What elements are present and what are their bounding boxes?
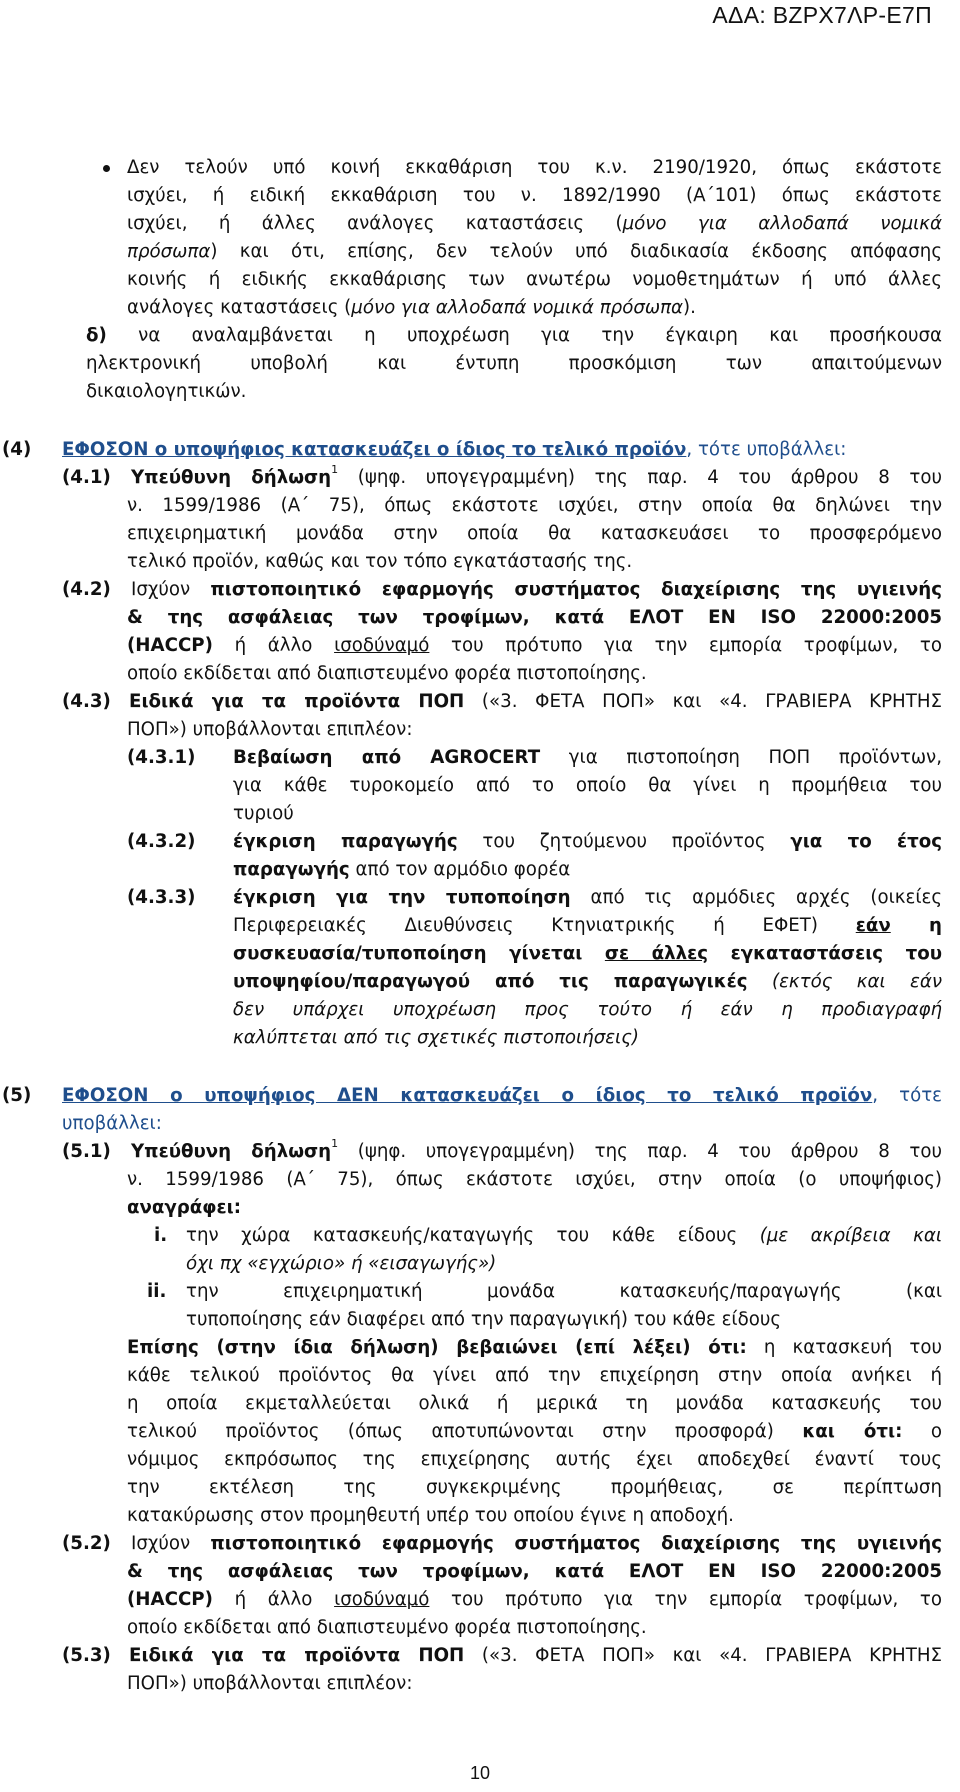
section-4-heading: ΕΦΟΣΟΝ ο υποψήφιος κατασκευάζει ο ίδιος το τελικό προϊόν, τότε υποβάλλει: — [62, 439, 847, 460]
section-5-number: (5) — [2, 1085, 32, 1106]
s433-line-5: δεν υπάρχει υποχρέωση προς τούτο ή εάν η προδιαγραφή — [233, 999, 942, 1020]
s43-line-1: (4.3) Ειδικά για τα προϊόντα ΠΟΠ («3. ΦΕΤΑ ΠΟΠ» και «4. ΓΡΑΒΙΕΡΑ ΚΡΗΤΗΣ — [62, 691, 942, 712]
s42-line-3: (HACCP) ή άλλο ισοδύναμό του πρότυπο για την εμπορία τροφίμων, το — [127, 635, 943, 656]
bullet-line-5: κοινής ή ειδικής εκκαθάρισης των ανωτέρω νομοθετημάτων ή υπό άλλες — [127, 269, 942, 290]
s41-line-4: τελικό προϊόν, καθώς και τον τόπο εγκατάστασής της. — [127, 551, 633, 572]
s431-line-2: για κάθε τυροκομείο από το οποίο θα γίνει η προμήθεια του — [233, 775, 942, 796]
s51-item-i-number: i. — [154, 1225, 168, 1246]
s433-line-3: συσκευασία/τυποποίηση γίνεται σε άλλες εγκαταστάσεις του — [233, 943, 942, 964]
section-5-heading: ΕΦΟΣΟΝ ο υποψήφιος ΔΕΝ κατασκευάζει ο ίδιος το τελικό προϊόν, τότε — [62, 1085, 943, 1106]
s52-line-4: οποίο εκδίδεται από διαπιστευμένο φορέα πιστοποίησης. — [127, 1617, 647, 1638]
s53-line-1: (5.3) Ειδικά για τα προϊόντα ΠΟΠ («3. ΦΕΤΑ ΠΟΠ» και «4. ΓΡΑΒΙΕΡΑ ΚΡΗΤΗΣ — [62, 1645, 942, 1666]
s432-number: (4.3.2) — [127, 831, 196, 852]
s431-number: (4.3.1) — [127, 747, 196, 768]
section-4-number: (4) — [2, 439, 32, 460]
s52-line-2: & της ασφάλειας των τροφίμων, κατά ΕΛΟΤ EN ISO 22000:2005 — [127, 1561, 942, 1582]
s51-item-i-line-2: όχι πχ «εγχώριο» ή «εισαγωγής») — [186, 1253, 497, 1274]
s51-para-line-4: τελικού προϊόντος (όπως αποτυπώνονται στην προσφορά) και ότι: ο — [127, 1421, 942, 1442]
s431-line-3: τυριού — [233, 803, 294, 824]
page-number: 10 — [469, 1763, 491, 1783]
s51-item-i-line-1: την χώρα κατασκευής/καταγωγής του κάθε είδους (με ακρίβεια και — [186, 1225, 942, 1246]
s51-para-line-1: Επίσης (στην ίδια δήλωση) βεβαιώνει (επί λέξει) ότι: η κατασκευή του — [127, 1337, 942, 1358]
s432-line-1: έγκριση παραγωγής του ζητούμενου προϊόντος για το έτος — [233, 831, 942, 852]
s51-para-line-5: νόμιμος εκπρόσωπος της επιχείρησης αυτής έχει αποδεχθεί έναντί τους — [127, 1449, 942, 1470]
delta-line-2: ηλεκτρονική υποβολή και έντυπη προσκόμιση των απαιτούμενων — [86, 353, 942, 374]
s43-line-2: ΠΟΠ») υποβάλλονται επιπλέον: — [127, 719, 413, 740]
s433-line-4: υποψηφίου/παραγωγού από τις παραγωγικές (εκτός και εάν — [233, 971, 942, 992]
s51-item-ii-number: ii. — [147, 1281, 167, 1302]
s42-line-1: (4.2) Ισχύον πιστοποιητικό εφαρμογής συστήματος διαχείρισης της υγιεινής — [62, 579, 942, 600]
bullet-line-3: ισχύει, ή άλλες ανάλογες καταστάσεις (μόνο για αλλοδαπά νομικά — [127, 213, 943, 234]
ada-identifier: ΑΔΑ: ΒΖΡΧ7ΛΡ-Ε7Π — [712, 2, 932, 28]
bullet-line-1: Δεν τελούν υπό κοινή εκκαθάριση του κ.ν. 2190/1920, όπως εκάστοτε — [127, 157, 942, 178]
s433-number: (4.3.3) — [127, 887, 196, 908]
s53-line-2: ΠΟΠ») υποβάλλονται επιπλέον: — [127, 1673, 413, 1694]
s433-line-1: έγκριση για την τυποποίηση από τις αρμόδιες αρχές (οικείες — [233, 887, 942, 908]
section-5-heading-line-2: υποβάλλει: — [62, 1113, 162, 1134]
s51-item-ii-line-1: την επιχειρηματική μονάδα κατασκευής/παραγωγής (και — [186, 1281, 942, 1302]
s52-line-3: (HACCP) ή άλλο ισοδύναμό του πρότυπο για την εμπορία τροφίμων, το — [127, 1589, 943, 1610]
s41-line-1: (4.1) Υπεύθυνη δήλωση$^1$ (ψηφ. υπογεγραμμένη) της παρ. 4 του άρθρου 8 του — [62, 462, 942, 488]
s433-line-2: Περιφερειακές Διευθύνσεις Κτηνιατρικής ή ΕΦΕΤ) εάν η — [233, 915, 942, 936]
s42-line-2: & της ασφάλειας των τροφίμων, κατά ΕΛΟΤ EN ISO 22000:2005 — [127, 607, 942, 628]
s51-line-1: (5.1) Υπεύθυνη δήλωση$^1$ (ψηφ. υπογεγραμμένη) της παρ. 4 του άρθρου 8 του — [62, 1136, 942, 1162]
bullet-line-2: ισχύει, ή ειδική εκκαθάριση του ν. 1892/1990 (Α΄101) όπως εκάστοτε — [127, 185, 942, 206]
delta-line-1: δ) να αναλαμβάνεται η υποχρέωση για την έγκαιρη και προσήκουσα — [86, 325, 942, 346]
delta-line-3: δικαιολογητικών. — [86, 381, 247, 402]
s41-line-3: επιχειρηματική μονάδα στην οποία θα κατασκευάσει το προσφερόμενο — [127, 523, 942, 544]
s51-para-line-3: η οποία εκμεταλλεύεται ολικά ή μερικά τη μονάδα κατασκευής του — [127, 1393, 942, 1414]
s51-para-line-7: κατακύρωσης στον προμηθευτή υπέρ του οποίου έγινε η αποδοχή. — [127, 1505, 734, 1526]
bullet-line-6: ανάλογες καταστάσεις (μόνο για αλλοδαπά νομικά πρόσωπα). — [127, 297, 696, 318]
s51-para-line-2: κάθε τελικού προϊόντος θα γίνει από την επιχείρηση στην οποία ανήκει ή — [127, 1365, 942, 1386]
bullet-line-4: πρόσωπα) και ότι, επίσης, δεν τελούν υπό διαδικασία έκδοσης απόφασης — [127, 241, 942, 262]
s51-para-line-6: την εκτέλεση της συγκεκριμένης προμήθειας, σε περίπτωση — [127, 1477, 942, 1498]
s41-line-2: ν. 1599/1986 (Α΄ 75), όπως εκάστοτε ισχύει, στην οποία θα δηλώνει την — [127, 495, 942, 516]
s433-line-6: καλύπτεται από τις σχετικές πιστοποιήσεις) — [233, 1027, 639, 1048]
s52-line-1: (5.2) Ισχύον πιστοποιητικό εφαρμογής συστήματος διαχείρισης της υγιεινής — [62, 1533, 942, 1554]
s51-line-3: αναγράφει: — [127, 1197, 241, 1218]
s51-item-ii-line-2: τυποποίησης εάν διαφέρει από την παραγωγική) του κάθε είδους — [186, 1309, 782, 1330]
s431-line-1: Βεβαίωση από AGROCERT για πιστοποίηση ΠΟΠ προϊόντων, — [233, 747, 942, 768]
s51-line-2: ν. 1599/1986 (Α΄ 75), όπως εκάστοτε ισχύει, στην οποία (ο υποψήφιος) — [127, 1169, 942, 1190]
s42-line-4: οποίο εκδίδεται από διαπιστευμένο φορέα πιστοποίησης. — [127, 663, 647, 684]
s432-line-2: παραγωγής από τον αρμόδιο φορέα — [233, 859, 571, 880]
bullet-dot — [103, 165, 110, 172]
